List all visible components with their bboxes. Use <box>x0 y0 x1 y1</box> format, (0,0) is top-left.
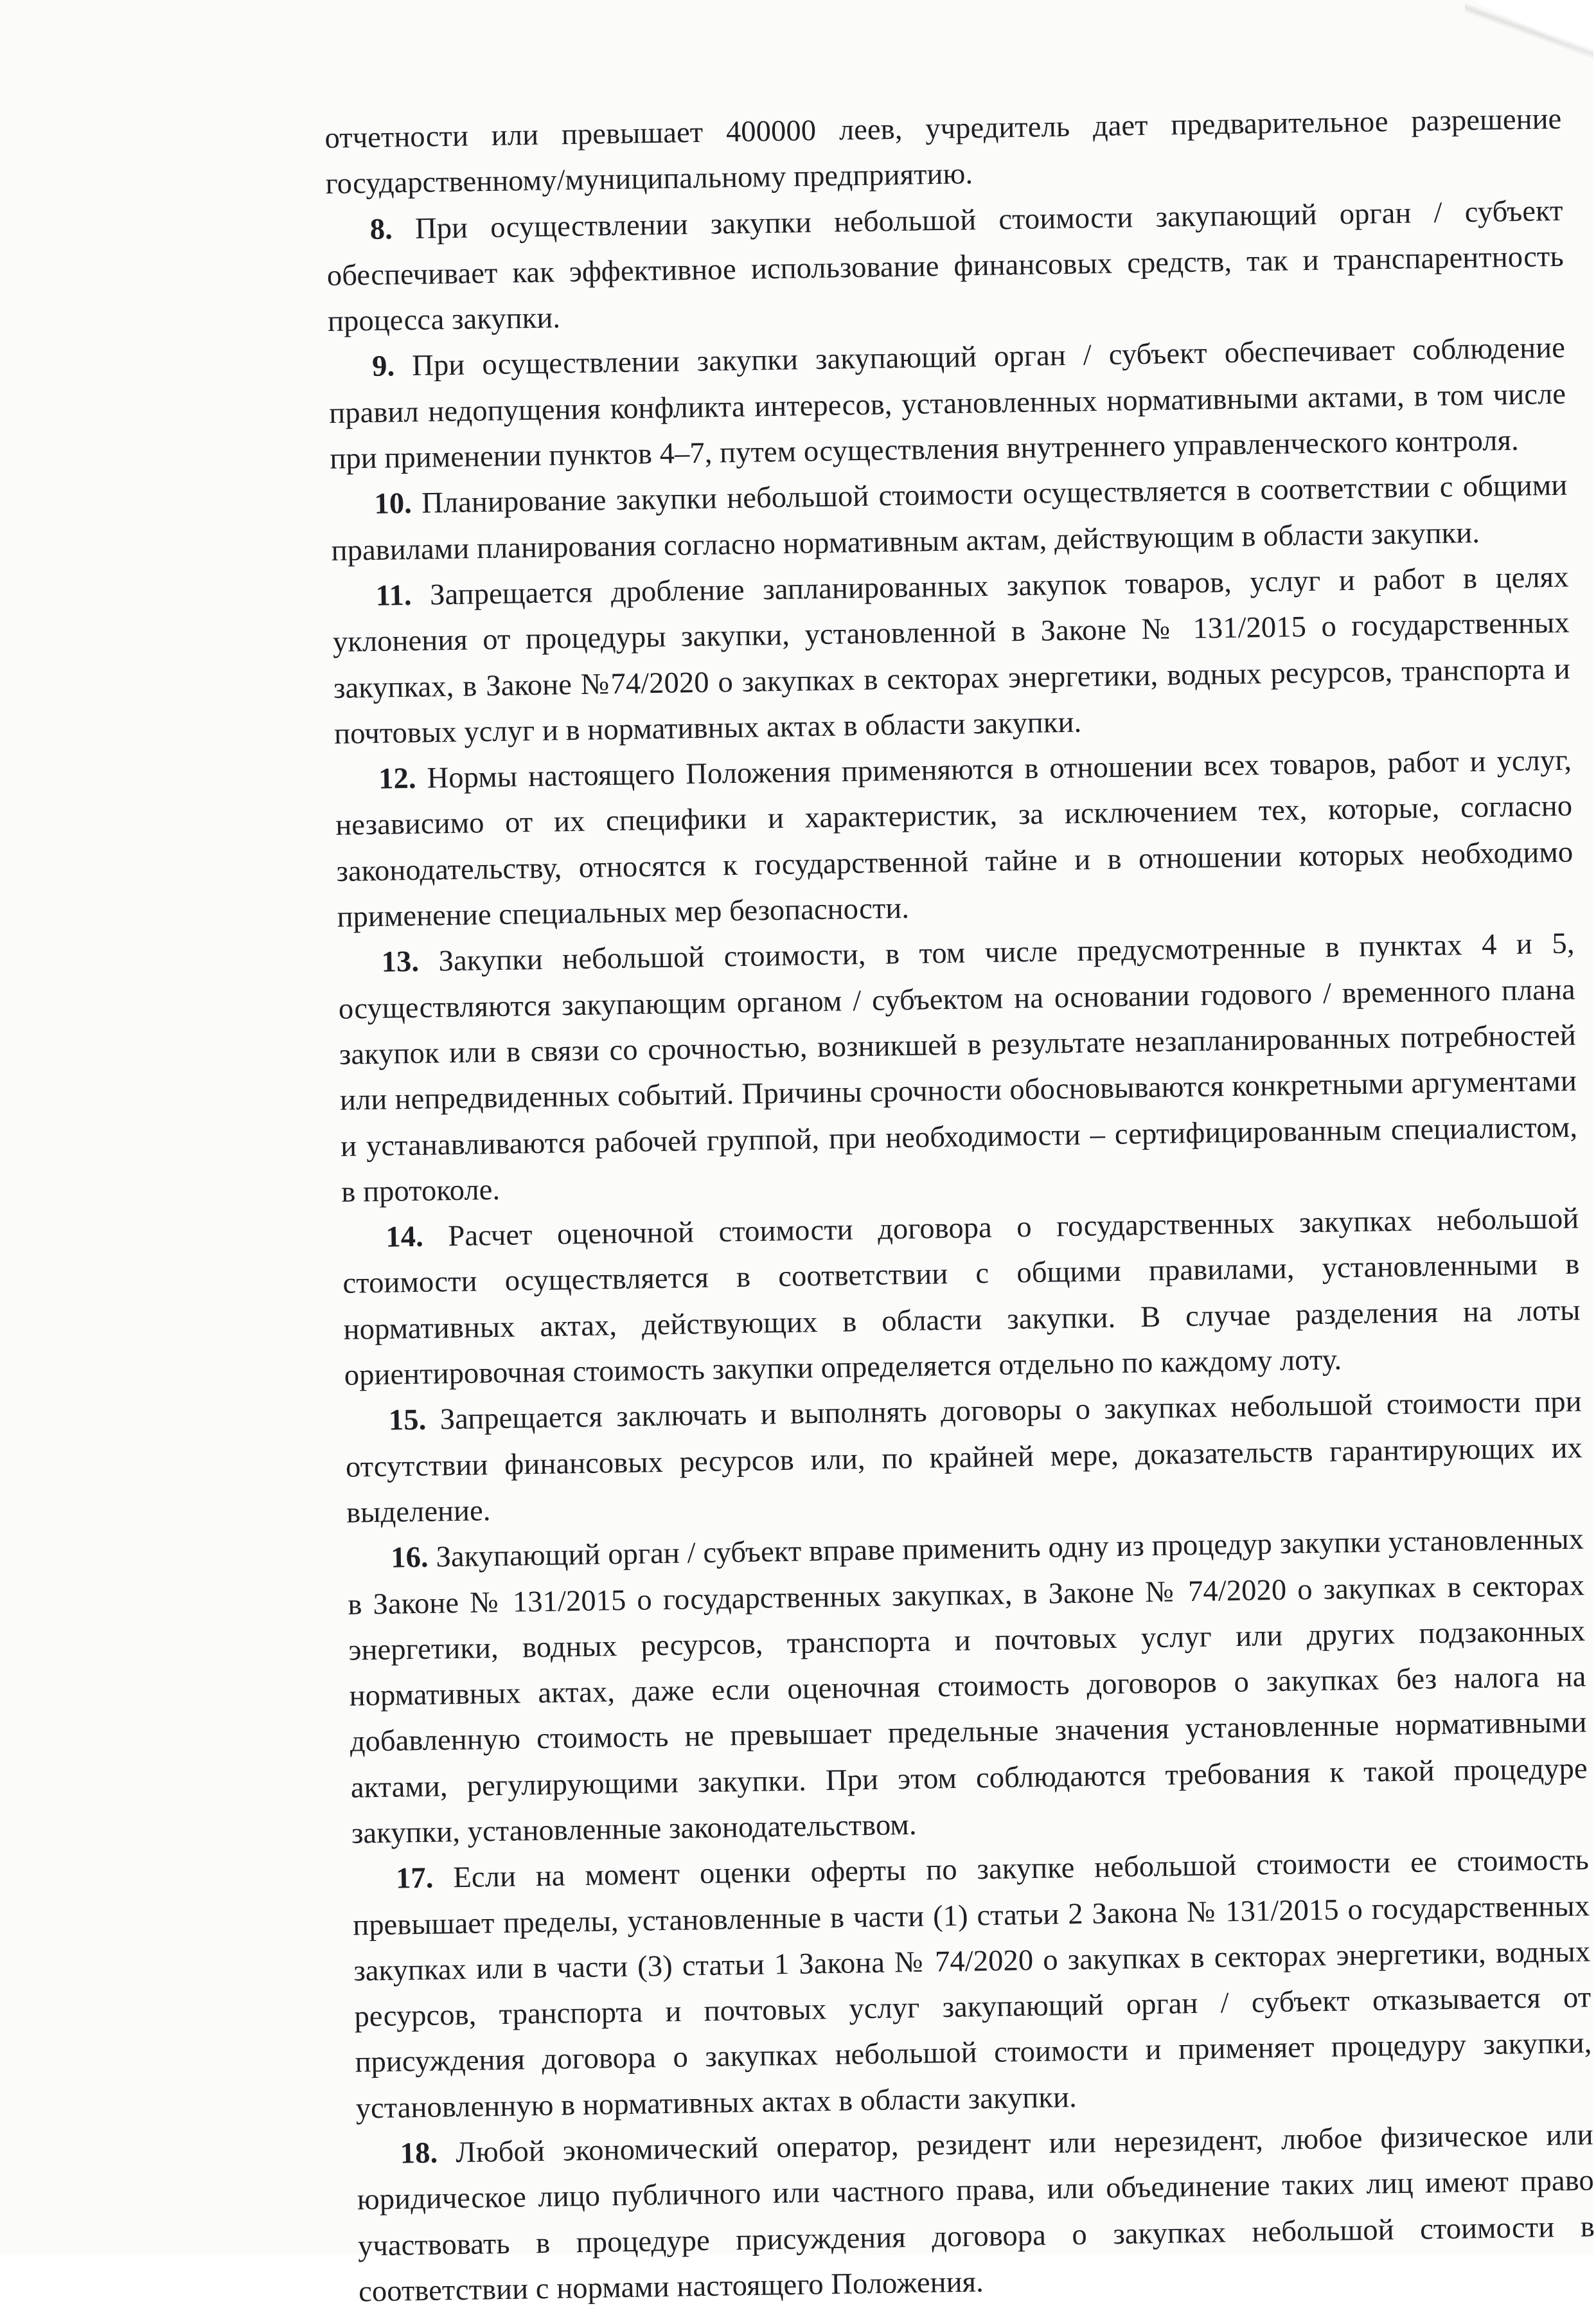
paragraph-number: 14. <box>386 1220 424 1254</box>
paragraph-text: Закупающий орган / субъект вправе применить одну из процедур закупки установленных в Законе № 131/2015 о государственных закупках, в Законе № 74/2020 о закупках в секторах энергетики, водных ресурсов, транспорта и почтовых услуг или других подзаконных нормативных актах, даже если оценочная стоимость договоров о закупках без налога на добавленную стоимость не превышает предельные значения установленные нормативными актами, регулирующими закупки. При этом соблюдаются требования к такой процедуре закупки, установленные законодательством. <box>347 1523 1588 1850</box>
paragraph-14 <box>342 1196 1581 1399</box>
paragraph-18 <box>356 2112 1595 2314</box>
paragraph-number: 16. <box>390 1541 429 1575</box>
paragraph-text: Закупки небольшой стоимости, в том числе предусмотренные в пунктах 4 и 5, осуществляются закупающим органом / субъектом на основании годового / временного плана закупок или в связи со срочностью, возникшей в результате незапланированных потребностей или непредвиденных событий. Причины срочности обосновываются конкретными аргументами и устанавливаются рабочей группой, при необходимости – сертифицированным специалистом, в протоколе. <box>338 927 1578 1209</box>
document-body <box>324 96 1595 2309</box>
paragraph-number: 10. <box>374 487 412 521</box>
paragraph-13 <box>337 921 1578 1215</box>
paragraph-11 <box>332 555 1571 757</box>
corner-shadow <box>1465 0 1593 62</box>
paragraph-15 <box>344 1379 1583 1536</box>
paragraph-text: Запрещается заключать и выполнять договоры о закупках небольшой стоимости при отсутствии финансовых ресурсов или, по крайней мере, доказательств гарантирующих их выделение. <box>345 1385 1583 1530</box>
paragraph-number: 13. <box>381 945 420 979</box>
paragraph-text: Любой экономический оператор, резидент или нерезидент, любое физическое или юридическое лицо публичного или частного права, или объединение таких лиц имеют право участвовать в процедуре присуждения договора о закупках небольшой стоимости в соответствии с нормами настоящего Положения. <box>357 2118 1595 2309</box>
paragraph-number: 8. <box>369 212 393 246</box>
paragraph-number: 9. <box>371 350 395 384</box>
paragraph-17 <box>352 1837 1593 2132</box>
paragraph-number: 12. <box>378 762 417 796</box>
paragraph-text: Запрещается дробление запланированных закупок товаров, услуг и работ в целях уклонения от процедуры закупки, установленной в Законе № 131/2015 о государственных закупках, в Законе №74/2020 о закупках в секторах энергетики, водных ресурсов, транспорта и почтовых услуг и в нормативных актах в области закупки. <box>332 560 1571 751</box>
paragraph-8 <box>326 188 1565 344</box>
paragraph-text: Планирование закупки небольшой стоимости осуществляется в соответствии с общими правилами планирования согласно нормативным актам, действующим в области закупки. <box>331 469 1568 568</box>
paragraph-text: Если на момент оценки оферты по закупке небольшой стоимости ее стоимость превышает пределы, установленные в части (1) статьи 2 Закона № 131/2015 о государственных закупках или в части (3) статьи 1 Закона № 74/2020 о закупках в секторах энергетики, водных ресурсов, транспорта и почтовых услуг закупающий орган / субъект отказывается от присуждения договора о закупках небольшой стоимости и применяет процедуру закупки, установленную в нормативных актах в области закупки. <box>352 1843 1592 2125</box>
paragraph-text: Нормы настоящего Положения применяются в отношении всех товаров, работ и услуг, независимо от их специфики и характеристик, за исключением тех, которые, согласно законодательству, относятся к государственной тайне и в отношении которых необходимо применение специальных мер безопасности. <box>335 744 1574 934</box>
paragraph-text: Расчет оценочной стоимости договора о государственных закупках небольшой стоимости осуществляется в соответствии с общими правилами, установленными в нормативных актах, действующих в области закупки. В случае разделения на лоты ориентировочная стоимость закупки определяется отдельно по каждому лоту. <box>342 1202 1581 1392</box>
paragraph-number: 15. <box>388 1404 427 1437</box>
paragraph-text: При осуществлении закупки небольшой стоимости закупающий орган / субъект обеспечивает как эффективное использование финансовых средств, так и транспарентность процесса закупки. <box>326 194 1565 339</box>
paragraph-12 <box>335 738 1574 940</box>
paragraph-9 <box>328 325 1567 482</box>
paragraph-number: 17. <box>395 1861 434 1895</box>
paragraph-text: При осуществлении закупки закупающий орган / субъект обеспечивает соблюдение правил недопущения конфликта интересов, установленных нормативными актами, в том числе при применении пунктов 4–7, путем осуществления внутреннего управленческого контроля. <box>328 332 1566 476</box>
continuation-text: отчетности или превышает 400000 леев, учредитель дает предварительное разрешение государственному/муниципальному предприятию. <box>324 102 1562 201</box>
paragraph-16 <box>347 1517 1589 1857</box>
paragraph-number: 18. <box>400 2136 438 2170</box>
paragraph-number: 11. <box>375 578 412 612</box>
